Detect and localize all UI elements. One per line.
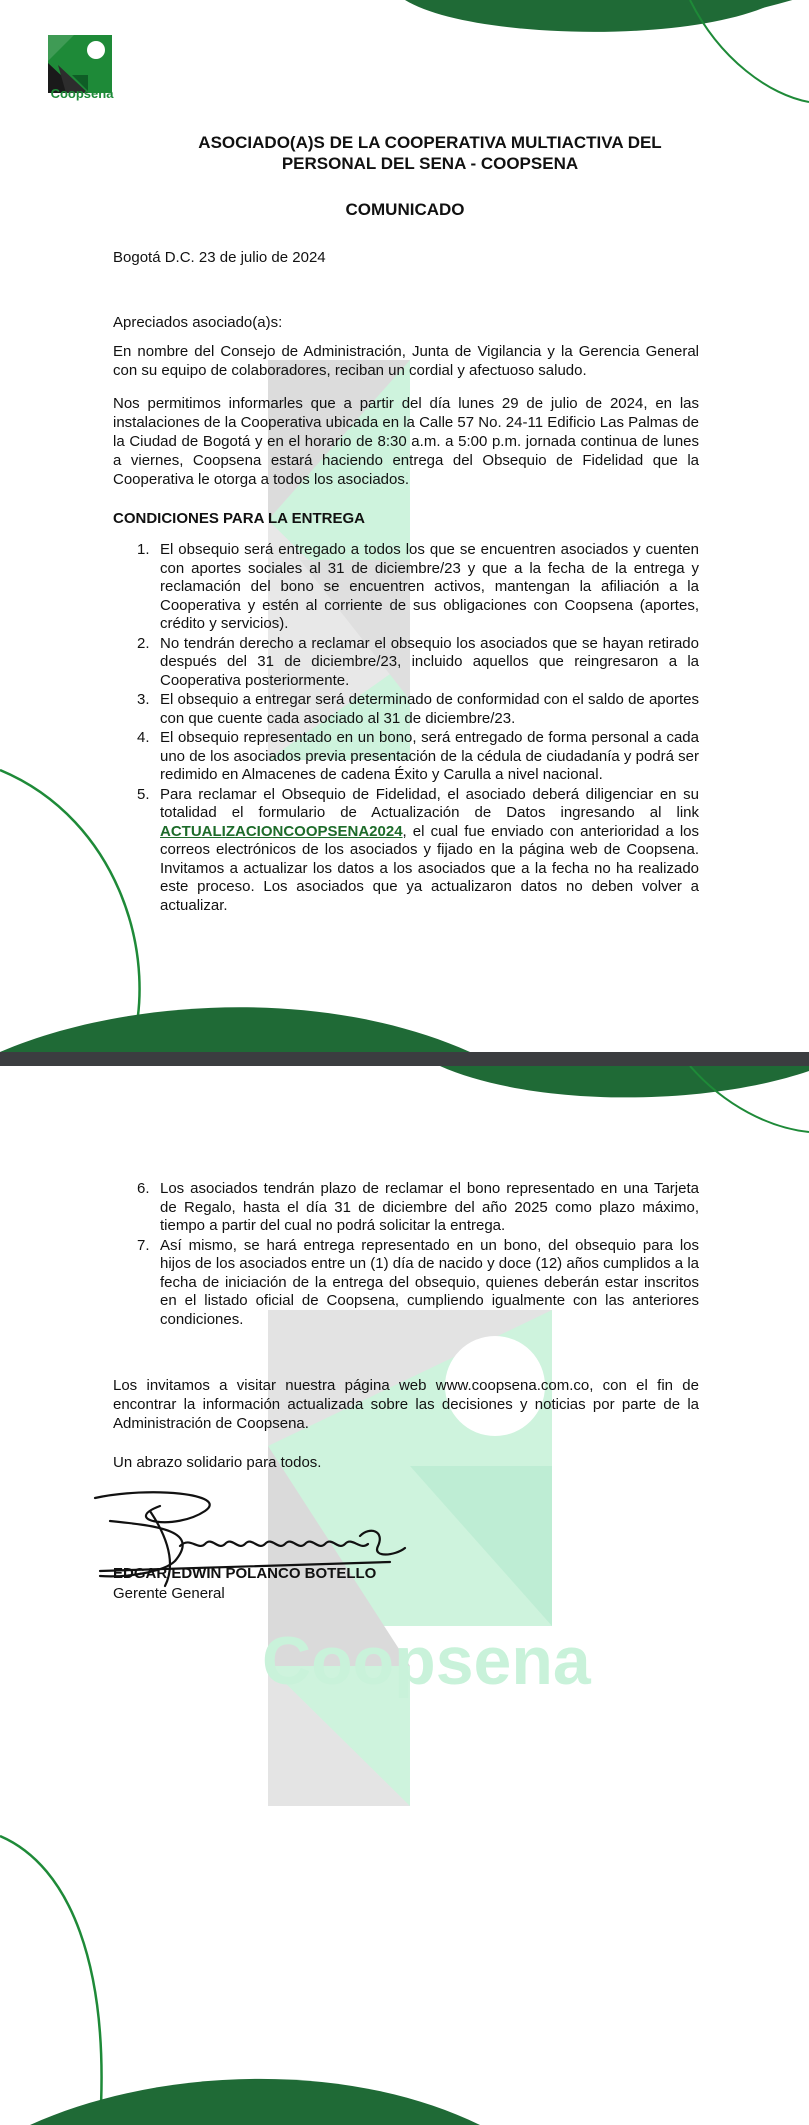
list-item-number: 5. (137, 785, 150, 803)
conditions-list (113, 541, 699, 916)
list-item-text: Los asociados tendrán plazo de reclamar el bono representado en una Tarjeta de Regalo, hasta el día 31 de diciembre del año 2025 como plazo máximo, tiempo a partir del cual no podrá solicitar la entrega. (160, 1180, 699, 1234)
list-item-text: No tendrán derecho a reclamar el obsequio los asociados que se hayan retirado después del 31 de diciembre/23, incluido aquellos que reingresaron a la Cooperativa posteriormente. (160, 634, 699, 689)
list-item (113, 691, 699, 728)
greeting: Apreciados asociado(a)s: (113, 314, 283, 331)
list-item-number: 4. (137, 729, 150, 746)
watermark-text: Coopsena (262, 1623, 591, 1699)
logo-text: Coopsena (50, 86, 114, 101)
list-item (113, 786, 699, 916)
list-item-text: El obsequio será entregado a todos los que se encuentren asociados y cuenten con aportes sociales al 31 de diciembre/23 y que a la fecha de la entrega y reclamación del bono se encuentren activos, mantengan la afiliación a la Cooperativa y estén al corriente de sus obligaciones con Coopsena (aportes, crédito y servicios). (160, 541, 699, 632)
list-item-text: Para reclamar el Obsequio de Fidelidad, el asociado deberá diligenciar en su totalidad el formulario de Actualización de Datos ingresando al link (160, 785, 699, 821)
document-page-1 (0, 0, 809, 1052)
left-arc (0, 1836, 102, 2125)
conditions-list-continued (113, 1180, 699, 1330)
update-data-link[interactable]: ACTUALIZACIONCOOPSENA2024 (160, 822, 403, 840)
conditions-heading: CONDICIONES PARA LA ENTREGA (113, 510, 365, 527)
bottom-swoosh-shape (0, 1007, 470, 1052)
bottom-swoosh-shape (30, 2079, 480, 2125)
announcement-paragraph: Nos permitimos informarles que a partir del día lunes 29 de julio de 2024, en las instalaciones de la Cooperativa ubicada en la Calle 57 No. 24-11 Edificio Las Palmas de la Ciudad de Bogotá y en el horario de 8:30 a.m. a 5:00 p.m. jornada continua de lunes a viernes, Coopsena estará haciendo entrega del Obsequio de Fidelidad que la Cooperativa le otorga a todos los asociados. (113, 395, 699, 488)
document-subtitle: COMUNICADO (345, 200, 465, 219)
list-item-text-continued: , el cual fue enviado con anterioridad a los correos electrónicos de los asociados y fijado en la página web de Coopsena. Invitamos a actualizar los datos a los asociados que a la fecha no ha realizado este proceso. Los asociados que ya actualizaron datos no deben volver a actualizar. (160, 822, 699, 914)
document-title: ASOCIADO(A)S DE LA COOPERATIVA MULTIACTIVA DEL PERSONAL DEL SENA - COOPSENA (198, 133, 662, 173)
list-item-number: 2. (137, 634, 150, 652)
intro-paragraph: En nombre del Consejo de Administración, Junta de Vigilancia y la Gerencia General con su equipo de colaboradores, reciban un cordial y afectuoso saludo. (113, 343, 699, 379)
document-page-2 (0, 1066, 809, 2125)
top-swoosh-shape (440, 1066, 809, 1097)
list-item-text: El obsequio representado en un bono, será entregado de forma personal a cada uno de los asociados previa presentación de la cédula de ciudadanía y podrá ser redimido en Almacenes de cadena Éxito y Carulla a nivel nacional. (160, 729, 699, 783)
list-item (113, 635, 699, 691)
page-separator (0, 1052, 809, 1066)
list-item (113, 729, 699, 785)
farewell-line: Un abrazo solidario para todos. (113, 1454, 322, 1471)
signer-name: EDGAR EDWIN POLANCO BOTELLO (113, 1565, 377, 1582)
signer-title: Gerente General (113, 1585, 225, 1602)
list-item-number: 7. (137, 1236, 150, 1254)
list-item-text: El obsequio a entregar será determinado de conformidad con el saldo de aportes con que cuente cada asociado al 31 de diciembre/23. (160, 691, 699, 727)
list-item (113, 1237, 699, 1330)
list-item-text: Así mismo, se hará entrega representado en un bono, del obsequio para los hijos de los asociados entre un (1) día de nacido y doce (12) años cumplidos a la fecha de iniciación de la entrega del obsequio, quienes deberán estar inscritos en el listado oficial de Coopsena, cumpliendo igualmente con las anteriores condiciones. (160, 1236, 699, 1328)
list-item (113, 541, 699, 634)
list-item-number: 6. (137, 1180, 150, 1197)
list-item (113, 1180, 699, 1236)
list-item-number: 3. (137, 691, 150, 708)
date-line: Bogotá D.C. 23 de julio de 2024 (113, 249, 326, 266)
closing-paragraph: Los invitamos a visitar nuestra página web www.coopsena.com.co, con el fin de encontrar la información actualizada sobre las decisiones y noticias por parte de la Administración de Coopsena. (113, 1377, 699, 1432)
list-item-number: 1. (137, 541, 150, 558)
